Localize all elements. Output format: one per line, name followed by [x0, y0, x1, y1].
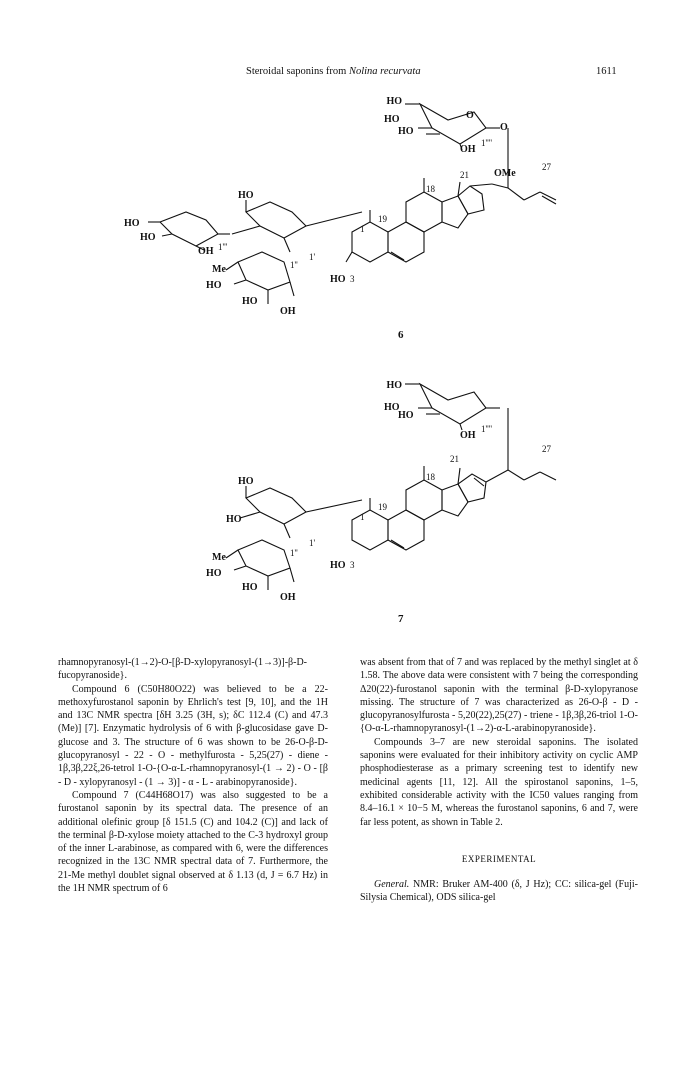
atom-ho: HO — [206, 280, 222, 291]
run-in-heading: General. — [374, 879, 410, 891]
atom-oh: OH — [460, 430, 476, 441]
atom-ho: HO — [386, 380, 402, 391]
atom-ho: HO — [384, 114, 400, 125]
rhamnose-ring — [226, 252, 294, 304]
section-heading: EXPERIMENTAL — [461, 853, 537, 864]
carbon-label: 18 — [426, 184, 435, 194]
carbon-label: 3 — [350, 274, 355, 284]
paragraph: was absent from that of 7 and was replaced by the methyl singlet at δ 1.58. The above data were consistent with 7 being the corresponding Δ20(22)-furostanol saponin with the terminal β-D-xylopyranose missing. The structure of 7 was characterized as 26-O-β - D - glucopyranosylfurosta - 5,20(22),25(27) - triene - 1β,3β,26-triol 1-O-{O-α-L-rhamnopyranosyl-(1→2)-α-L-arabinopyranoside}. — [360, 657, 638, 735]
carbon-label: 21 — [460, 170, 469, 180]
running-title: Steroidal saponins from Nolina recurvata — [246, 66, 421, 77]
paragraph: Compound 7 (C44H68O17) was also suggested to be a furostanol saponin by its spectral data. The presence of an additional olefinic group [δ 151.5 (C) and 104.2 (C)] and lack of the terminal β-D-xylose moiety attached to the C-3 hydroxyl group of the inner L-arabinose, as compared with 6, were the differences recognized in the 13C NMR spectral data of 7. Furthermore, the 21-Me methyl doublet signal observed at δ 1.13 (d, J = 6.7 Hz) in the 1H NMR spectrum of 6 — [58, 789, 328, 895]
paragraph: General. NMR: Bruker AM-400 (δ, J Hz); CC: silica-gel (Fuji-Silysia Chemical), ODS silica-gel — [360, 879, 638, 904]
running-title-genus: Nolina recurvata — [348, 66, 421, 77]
compound-number: 7 — [398, 613, 404, 625]
atom-ome: OMe — [494, 168, 516, 179]
atom-ho: HO — [398, 410, 414, 421]
atom-ho: HO — [206, 568, 222, 579]
compound-7-structure — [0, 378, 692, 628]
paragraph: Compounds 3–7 are new steroidal saponins. The isolated saponins were evaluated for their inhibitory activity on cyclic AMP phosphodiesterase as a primary screening test to identify new medicinal agents [11, 12]. All the spirostanol saponins, 1–5, exhibited considerable activity with the IC50 values ranging from 8.4–16.1 × 10−5 M, whereas the furostanol saponins, 6 and 7, were far less potent, as shown in Table 2. — [360, 736, 638, 828]
anomeric-label: 1' — [309, 538, 316, 548]
text-column-left — [58, 656, 328, 895]
carbon-label: 27 — [542, 444, 551, 454]
atom-ho: HO — [242, 582, 258, 593]
atom-ho: HO — [124, 218, 140, 229]
atom-ho: HO — [140, 232, 156, 243]
atom-o: O — [466, 110, 474, 121]
page-number: 1611 — [596, 66, 617, 77]
atom-ho: HO — [330, 560, 346, 571]
carbon-label: 18 — [426, 472, 435, 482]
text-column-right — [360, 656, 638, 905]
atom-ho: HO — [242, 296, 258, 307]
anomeric-label: 1' — [309, 252, 316, 262]
atom-me: Me — [212, 264, 226, 275]
anomeric-label: 1'' — [290, 260, 298, 270]
compound-6-structure — [0, 86, 692, 348]
atom-ho: HO — [398, 126, 414, 137]
atom-oh: OH — [280, 592, 296, 603]
running-head — [0, 66, 692, 82]
compound-number: 6 — [398, 329, 404, 341]
anomeric-label: 1'''' — [481, 138, 492, 148]
paragraph: Compound 6 (C50H80O22) was believed to be a 22-methoxyfurostanol saponin by Ehrlich's test [9, 10], and the 1H and 13C NMR spectra [δH 3.25 (3H, s); δC 112.4 (C) and 47.3 (Me)] [7]. Enzymatic hydrolysis of 6 with β-glucosidase gave D-glucose and 3. The structure of 6 was shown to be 26-O-β-D-glucopyranosyl - 22 - O - methylfurosta - 5,25(27) - diene - 1β,3β,22ξ,26-tetrol 1-O-{O-α-L-rhamnopyranosyl-(1 → 2) - O - [β - D - xylopyranosyl - (1 → 3)] - α - L - arabinopyranoside}. — [58, 683, 328, 788]
carbon-label: 19 — [378, 502, 387, 512]
anomeric-label: 1''' — [218, 242, 228, 252]
carbon-label: 27 — [542, 162, 551, 172]
carbon-label: 3 — [350, 560, 355, 570]
atom-ho: HO — [330, 274, 346, 285]
atom-ho: HO — [226, 514, 242, 525]
carbon-label: 1 — [360, 224, 365, 234]
anomeric-label: 1'' — [290, 548, 298, 558]
anomeric-label: 1'''' — [481, 424, 492, 434]
atom-oh: OH — [198, 246, 214, 257]
atom-ho: HO — [238, 476, 254, 487]
arabinose-ring — [240, 486, 362, 538]
carbon-label: 1 — [360, 512, 365, 522]
atom-o: O — [500, 122, 508, 133]
rhamnose-ring — [226, 540, 294, 590]
paragraph: rhamnopyranosyl-(1→2)-O-[β-D-xylopyranosyl-(1→3)]-β-D-fucopyranoside}. — [58, 657, 307, 682]
carbon-label: 21 — [450, 454, 459, 464]
atom-ho: HO — [386, 96, 402, 107]
atom-ho: HO — [384, 402, 400, 413]
atom-me: Me — [212, 552, 226, 563]
atom-oh: OH — [280, 306, 296, 317]
atom-oh: OH — [460, 144, 476, 155]
arabinose-ring — [232, 200, 362, 252]
atom-ho: HO — [238, 190, 254, 201]
carbon-label: 19 — [378, 214, 387, 224]
